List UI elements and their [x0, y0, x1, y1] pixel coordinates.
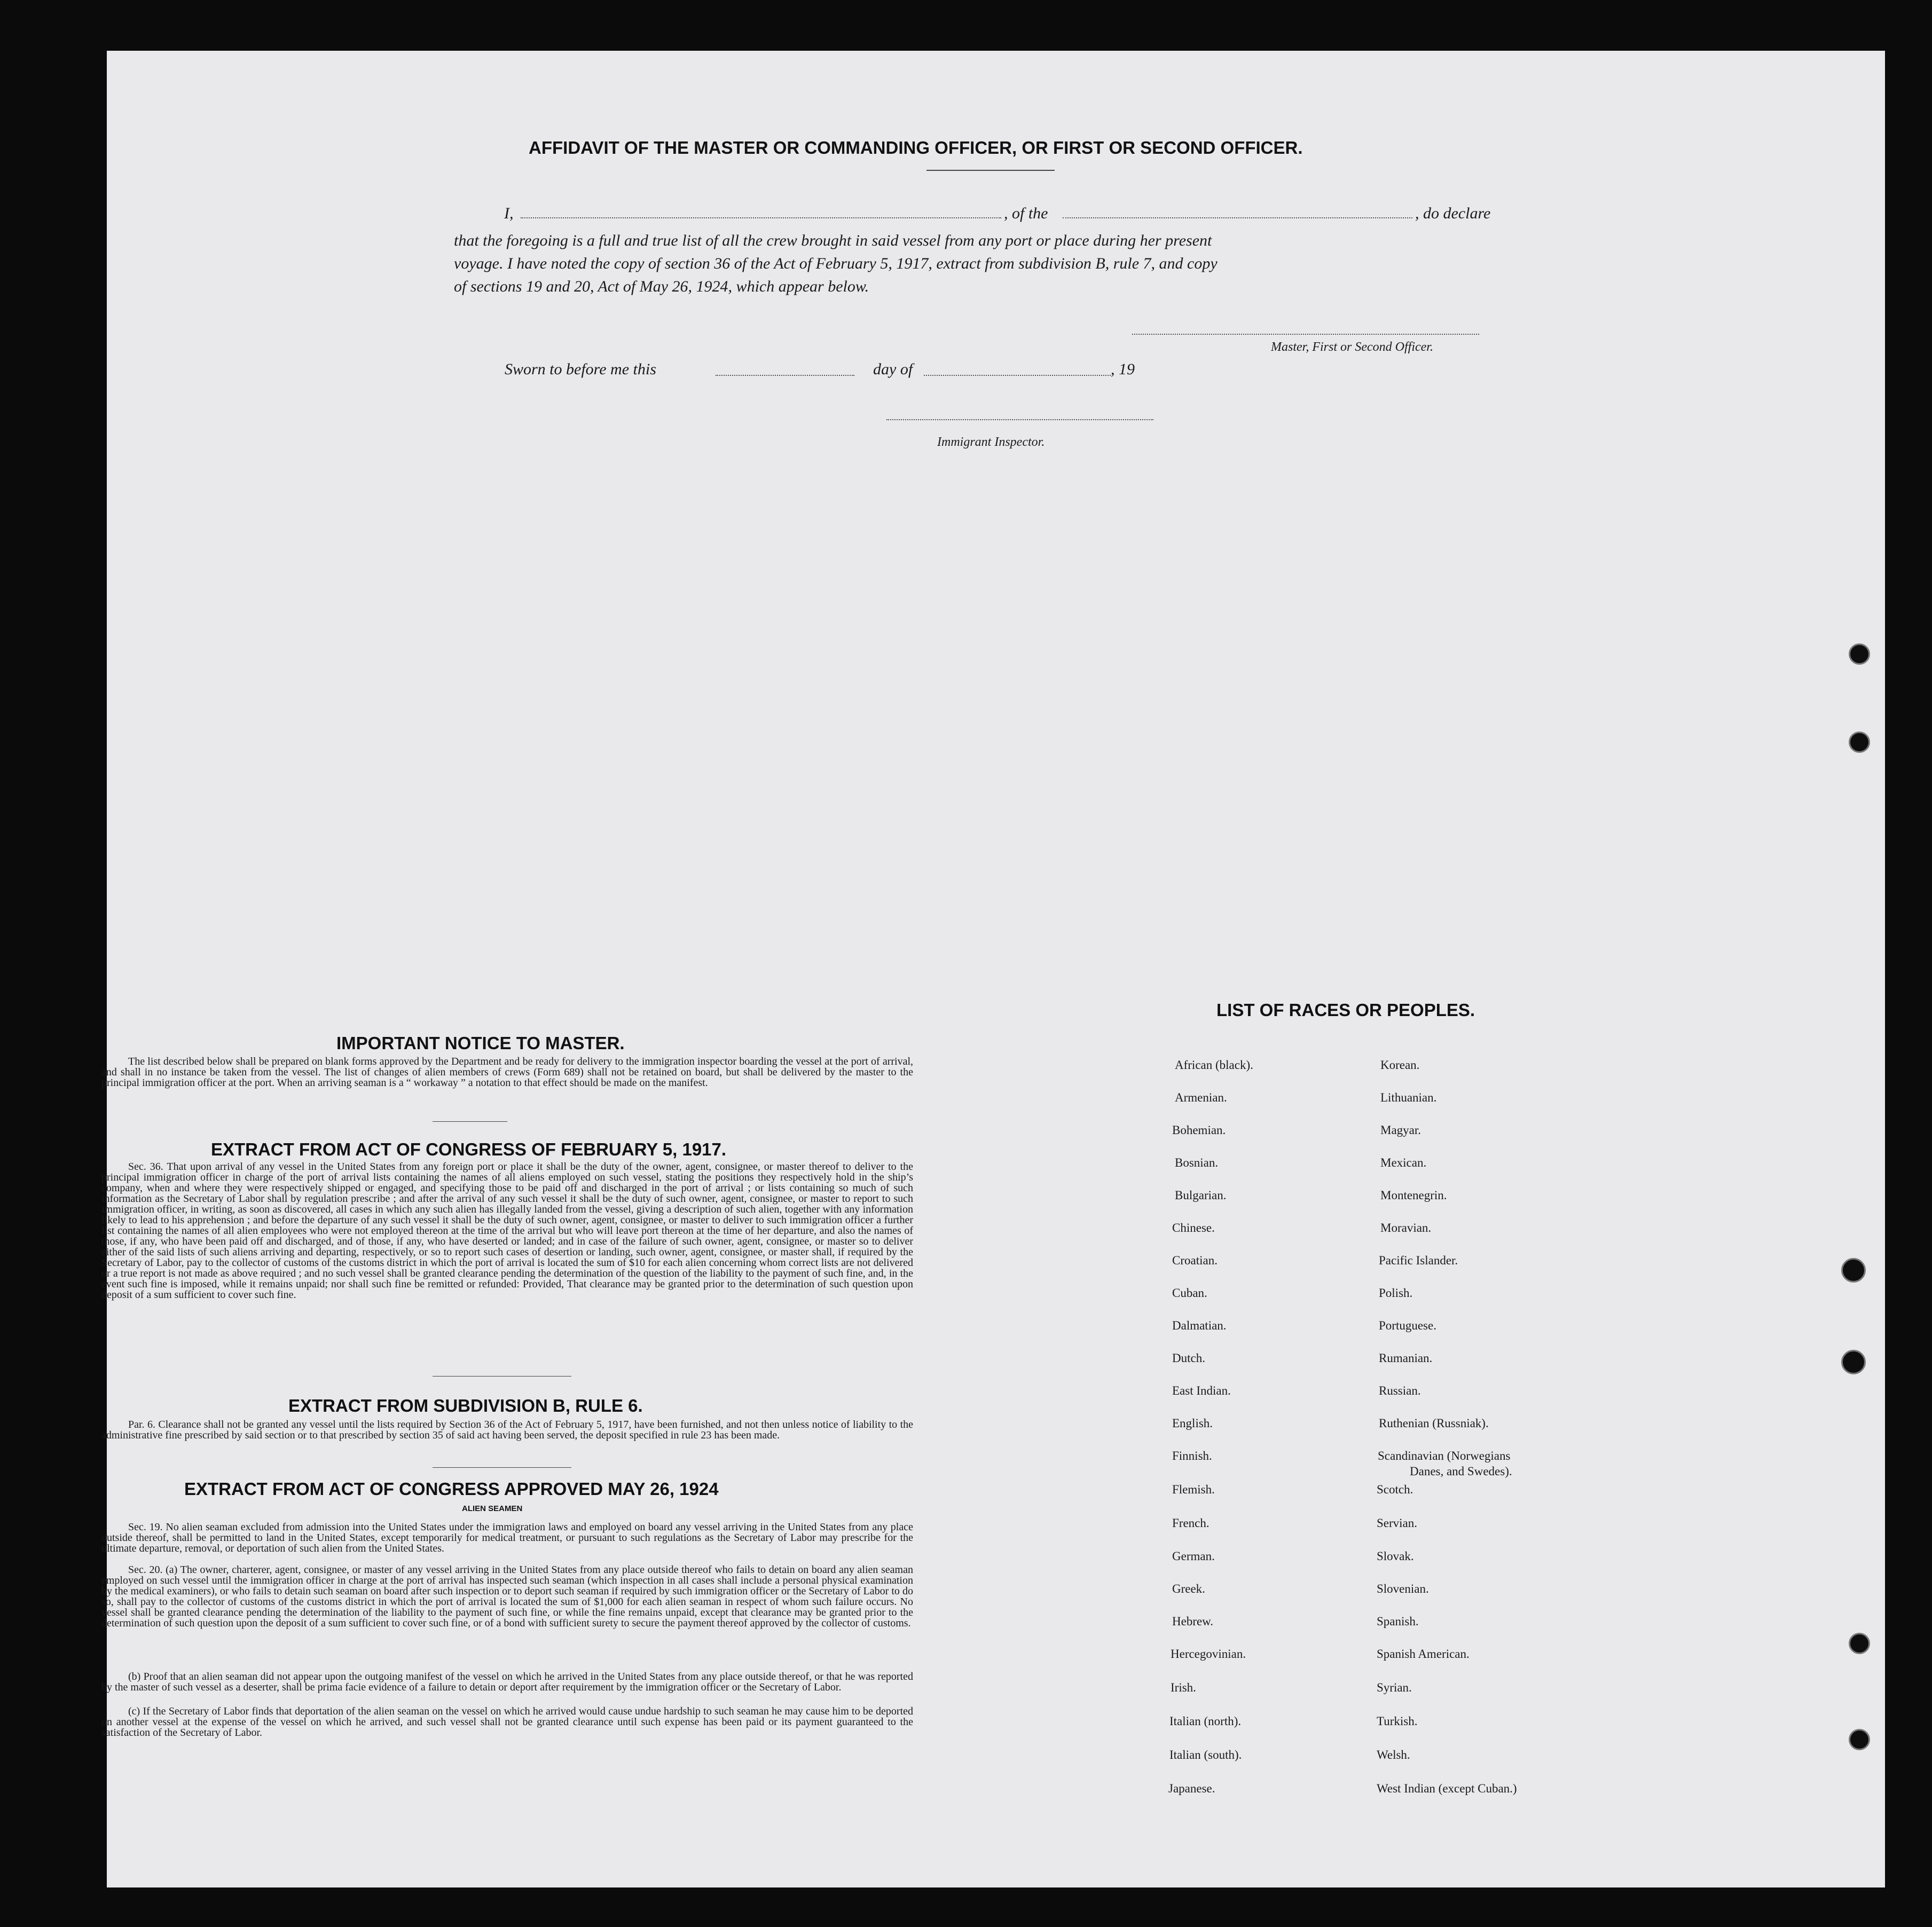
notice-text: The list described below shall be prepared on blank forms approved by the Department and be ready for delivery to the immigration inspector boarding the vessel at the port of arrival, and shall in no instance be taken from the vessel. The list of changes of alien members of crews (Form 689) shall not be retained on board, but shall be delivered by the master to the principal immigration officer at the port. When an arriving seaman is a “ workaway ” a notation to that effect should be made on the manifest.	[101, 1056, 913, 1089]
affidavit-line-2: that the foregoing is a full and true list of all the crew brought in said vessel from any port or place during her present	[454, 232, 1212, 249]
race-item: Ruthenian (Russniak).	[1379, 1417, 1489, 1430]
race-item: Turkish.	[1377, 1714, 1418, 1728]
race-item: Dutch.	[1172, 1351, 1205, 1365]
race-item: Dalmatian.	[1172, 1319, 1227, 1332]
sworn-day-field[interactable]	[716, 375, 854, 376]
binder-hole	[1841, 1258, 1866, 1283]
race-item: Rumanian.	[1379, 1351, 1433, 1365]
divider	[433, 1121, 507, 1122]
divider	[433, 1376, 571, 1377]
extract-1917-title: EXTRACT FROM ACT OF CONGRESS OF FEBRUARY 5, 1917.	[211, 1139, 727, 1159]
race-item: Hercegovinian.	[1171, 1647, 1246, 1661]
extract-1924-sec20b: (b) Proof that an alien seaman did not appear upon the outgoing manifest of the vessel on which he arrived in the United States from any place outside thereof, or that he was reported by the master of such vessel as a deserter, shall be prima facie evidence of a failure to detain or deport after requirement by the immigration officer or the Secretary of Labor.	[101, 1671, 913, 1693]
master-signature-label: Master, First or Second Officer.	[1271, 340, 1433, 354]
race-item: Portuguese.	[1379, 1319, 1436, 1332]
race-item: Korean.	[1380, 1058, 1420, 1072]
race-item: English.	[1172, 1417, 1213, 1430]
race-item: Hebrew.	[1172, 1615, 1214, 1628]
binder-hole	[1849, 1633, 1870, 1654]
extract-1924-sec19: Sec. 19. No alien seaman excluded from admission into the United States under the immigration laws and employed on board any vessel arriving in the United States from any place outside thereof, shall be permitted to land in the United States, except temporarily for medical treatment, or pursuant to such regulations as the Secretary of Labor may prescribe for the ultimate departure, removal, or deportation of such alien from the United States.	[101, 1521, 913, 1554]
inspector-signature-field[interactable]	[886, 419, 1153, 420]
race-item: Irish.	[1171, 1681, 1196, 1694]
race-item: Lithuanian.	[1380, 1091, 1437, 1104]
race-item: Croatian.	[1172, 1254, 1218, 1267]
race-item: Italian (north).	[1169, 1714, 1242, 1728]
race-item: Moravian.	[1380, 1221, 1432, 1234]
vessel-name-field[interactable]	[1063, 217, 1412, 218]
race-item: Slovak.	[1377, 1550, 1414, 1563]
race-item: Japanese.	[1168, 1782, 1215, 1795]
race-item: African (black).	[1175, 1058, 1253, 1072]
master-name-field[interactable]	[521, 217, 1001, 218]
divider	[926, 170, 1055, 171]
inspector-label: Immigrant Inspector.	[937, 435, 1045, 449]
race-item: Chinese.	[1172, 1221, 1215, 1234]
race-item: Finnish.	[1172, 1449, 1212, 1462]
race-item: East Indian.	[1172, 1384, 1231, 1397]
notice-title: IMPORTANT NOTICE TO MASTER.	[336, 1033, 625, 1053]
extract-1924-subtitle: ALIEN SEAMEN	[462, 1504, 523, 1513]
extract-1917-text: Sec. 36. That upon arrival of any vessel in the United States from any foreign port or place it shall be the duty of the owner, agent, consignee, or master thereof to deliver to the principal immigration officer in charge of the port of arrival lists containing the names of all aliens employed on such vessel, stating the positions they respectively hold in the ship’s company, when and where they were respectively shipped or engaged, and specifying those to be paid off and discharged in the port of arrival ; or lists containing so much of such information as the Secretary of Labor shall by regulation prescribe ; and after the arrival of any such vessel it shall be the duty of such owner, agent, consignee, or master to report to such immigration officer, in writing, as soon as discovered, all cases in which any such alien has illegally landed from the vessel, giving a description of such alien, together with any information likely to lead to his apprehension ; and before the departure of any such vessel it shall be the duty of such owner, agent, consignee, or master to deliver to such immigration officer a further list containing the names of all alien employees who were not employed thereon at the time of the arrival but who will leave port thereon at the time of her departure, and also the names of those, if any, who have been paid off and discharged, and of those, if any, who have deserted or landed; and in case of the failure of such owner, agent, consignee, or master so to deliver either of the said lists of such aliens arriving and departing, respectively, or so to report such cases of desertion or landing, such owner, agent, consignee, or master shall, if required by the Secretary of Labor, pay to the collector of customs of the customs district in which the port of arrival is located the sum of $10 for each alien concerning whom correct lists are not delivered or a true report is not made as above required ; and no such vessel shall be granted clearance pending the determination of the question of the liability to the payment of such fine, and, in the event such fine is imposed, while it remains unpaid; nor shall such fine be remitted or refunded: Provided, That clearance may be granted prior to the determination of such question upon deposit of a sum sufficient to cover such fine.	[101, 1161, 913, 1301]
race-item: French.	[1172, 1516, 1210, 1530]
extract-1924-sec20c: (c) If the Secretary of Labor finds that deportation of the alien seaman on the vessel on which he arrived would cause undue hardship to such seaman he may cause him to be deported on another vessel at the expense of the vessel on which he arrived, and such vessel shall not be granted clearance until such expense has been paid or its payment guaranteed to the satisfaction of the Secretary of Labor.	[101, 1705, 913, 1739]
affidavit-title: AFFIDAVIT OF THE MASTER OR COMMANDING OFFICER, OR FIRST OR SECOND OFFICER.	[529, 138, 1303, 158]
affidavit-of-the-label: , of the	[1004, 205, 1048, 222]
extract-1924-title: EXTRACT FROM ACT OF CONGRESS APPROVED MAY 26, 1924	[184, 1479, 719, 1499]
year-label: , 19	[1111, 360, 1135, 378]
sworn-month-field[interactable]	[924, 375, 1111, 376]
affidavit-line-3: voyage. I have noted the copy of section 36 of the Act of February 5, 1917, extract from subdivision B, rule 7, and copy	[454, 255, 1218, 272]
race-item: Cuban.	[1172, 1286, 1207, 1300]
affidavit-line-4: of sections 19 and 20, Act of May 26, 1924, which appear below.	[454, 278, 869, 295]
race-item: Magyar.	[1380, 1123, 1421, 1137]
binder-hole	[1849, 732, 1870, 753]
divider	[433, 1467, 571, 1468]
race-item: Mexican.	[1380, 1156, 1427, 1169]
race-item: Bohemian.	[1172, 1123, 1226, 1137]
binder-hole	[1849, 1729, 1870, 1750]
races-title: LIST OF RACES OR PEOPLES.	[1216, 1000, 1475, 1020]
race-item: Scandinavian (Norwegians	[1378, 1449, 1511, 1462]
affidavit-i-label: I,	[504, 205, 514, 222]
race-item: Bosnian.	[1175, 1156, 1219, 1169]
race-item: Pacific Islander.	[1379, 1254, 1458, 1267]
race-item: German.	[1172, 1550, 1215, 1563]
day-of-label: day of	[873, 360, 913, 378]
binder-hole	[1849, 643, 1870, 665]
race-item: Polish.	[1379, 1286, 1413, 1300]
race-item: Italian (south).	[1169, 1748, 1242, 1761]
binder-hole	[1841, 1350, 1866, 1374]
race-item: Spanish.	[1377, 1615, 1419, 1628]
race-item: Spanish American.	[1377, 1647, 1470, 1661]
race-item: Welsh.	[1377, 1748, 1410, 1761]
race-item: Armenian.	[1175, 1091, 1227, 1104]
race-item: Russian.	[1379, 1384, 1421, 1397]
master-signature-field[interactable]	[1132, 334, 1479, 335]
race-item: Montenegrin.	[1380, 1189, 1447, 1202]
race-item: Bulgarian.	[1175, 1189, 1227, 1202]
race-item: Servian.	[1377, 1516, 1418, 1530]
extract-rule-text: Par. 6. Clearance shall not be granted any vessel until the lists required by Section 36 of the Act of February 5, 1917, have been furnished, and not then unless notice of liability to the administrative fine prescribed by said section or to that prescribed by section 35 of said act having been served, the deposit specified in rule 23 has been made.	[101, 1419, 913, 1441]
race-item: Scotch.	[1377, 1483, 1413, 1496]
extract-rule-title: EXTRACT FROM SUBDIVISION B, RULE 6.	[288, 1396, 643, 1415]
race-item: Slovenian.	[1377, 1582, 1429, 1595]
extract-1924-sec20a: Sec. 20. (a) The owner, charterer, agent, consignee, or master of any vessel arriving in the United States from any place outside thereof who fails to detain on board any alien seaman employed on such vessel until the immigration officer in charge at the port of arrival has inspected such seaman (which inspection in all cases shall include a personal physical examination by the medical examiners), or who fails to detain such seaman on board after such inspection or to deport such seaman if required by such immigration officer or the Secretary of Labor to do so, shall pay to the collector of customs of the customs district in which the port of arrival is located the sum of $1,000 for each alien seaman in respect of whom such failure occurs. No vessel shall be granted clearance pending the determination of the liability to the payment of such fine, or while the fine remains unpaid, except that clearance may be granted prior to the determination of such question upon the deposit of a sum sufficient to cover such fine, or of a bond with sufficient surety to secure the payment thereof approved by the collector of customs.	[101, 1564, 913, 1629]
race-item: Flemish.	[1172, 1483, 1215, 1496]
race-item: Syrian.	[1377, 1681, 1412, 1694]
race-item: Greek.	[1172, 1582, 1205, 1595]
race-item-continued: Danes, and Swedes).	[1410, 1465, 1512, 1478]
affidavit-declare-label: , do declare	[1415, 205, 1491, 222]
race-item: West Indian (except Cuban.)	[1377, 1782, 1517, 1795]
sworn-label: Sworn to before me this	[505, 360, 656, 378]
